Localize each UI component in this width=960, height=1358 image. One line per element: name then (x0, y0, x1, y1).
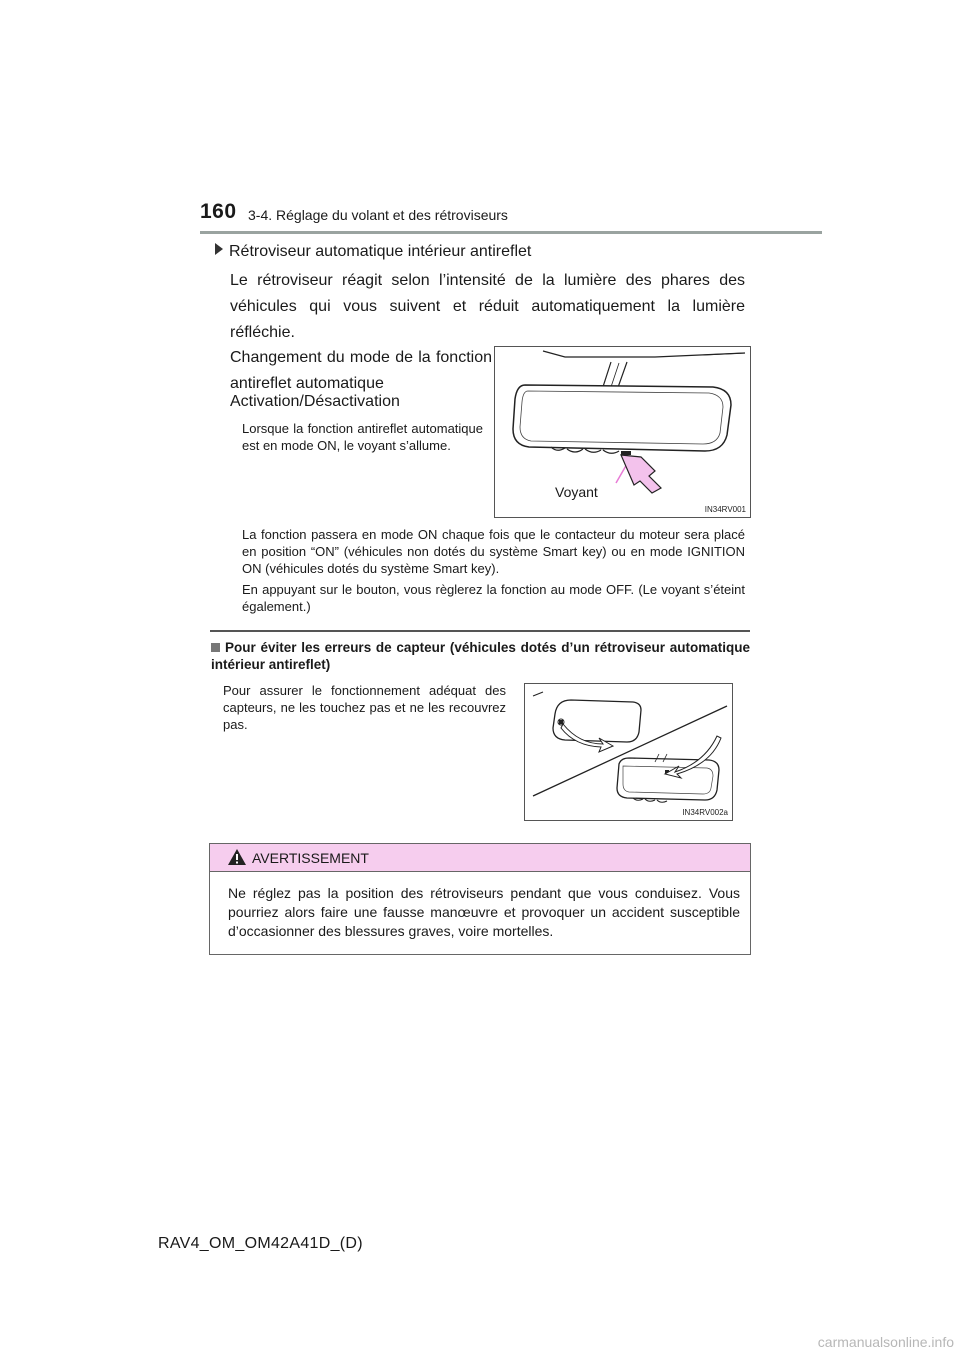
subheading (215, 243, 531, 261)
figure-code: IN34RV002a (682, 808, 728, 817)
running-header: 3-4. Réglage du volant et des rétroviseurs (248, 207, 508, 223)
note-ignition: La fonction passera en mode ON chaque fois que le contacteur du moteur sera placé en position “ON” (véhicules non dotés du système Smart key) ou en mode IGNITION ON (véhicules dotés du système Smart key). (242, 527, 745, 576)
warning-body: Ne réglez pas la position des rétroviseurs pendant que vous conduisez. Vous pourriez alors faire une fausse manœuvre et provoquer un accident susceptible d’occasionner des blessures graves, voire mortelles. (228, 885, 740, 939)
figure-code: IN34RV001 (704, 505, 746, 514)
sensor-body: Pour assurer le fonctionnement adéquat des capteurs, ne les touchez pas et ne les recouvrez pas. (223, 683, 506, 732)
watermark: carmanualsonline.info (817, 1334, 954, 1350)
page-number: 160 (200, 200, 237, 223)
warning-box (209, 843, 751, 955)
intro-paragraph: Le rétroviseur réagit selon l’intensité de la lumière des phares des véhicules qui vous suivent et réduit automatiquement la lumière réfléchie. (230, 272, 745, 341)
sensor-illustration (525, 684, 732, 820)
note-on: Lorsque la fonction antireflet automatique est en mode ON, le voyant s’allume. (242, 421, 483, 453)
section-heading-text: Pour éviter les erreurs de capteur (véhicules dotés d’un rétroviseur automatique intérieur antireflet) (211, 640, 750, 672)
toggle-label: Activation/Désactivation (230, 393, 400, 410)
section-heading (211, 639, 750, 673)
mirror-figure (494, 346, 751, 518)
warning-icon (227, 848, 247, 866)
triangle-bullet-icon (215, 243, 223, 255)
mirror-illustration (495, 347, 750, 517)
change-mode-text: Changement du mode de la fonction antireflet automatique (230, 349, 492, 392)
section-divider (210, 630, 750, 632)
subheading-text: Rétroviseur automatique intérieur antireflet (229, 243, 532, 260)
footer-doc-code: RAV4_OM_OM42A41D_(D) (158, 1235, 363, 1252)
square-bullet-icon (211, 643, 220, 652)
note-off: En appuyant sur le bouton, vous règlerez la fonction au mode OFF. (Le voyant s’éteint également.) (242, 582, 745, 614)
sensor-figure (524, 683, 733, 821)
voyant-callout: Voyant (555, 484, 598, 500)
header-divider (200, 231, 822, 234)
warning-header (210, 844, 750, 872)
warning-title: AVERTISSEMENT (252, 850, 369, 866)
